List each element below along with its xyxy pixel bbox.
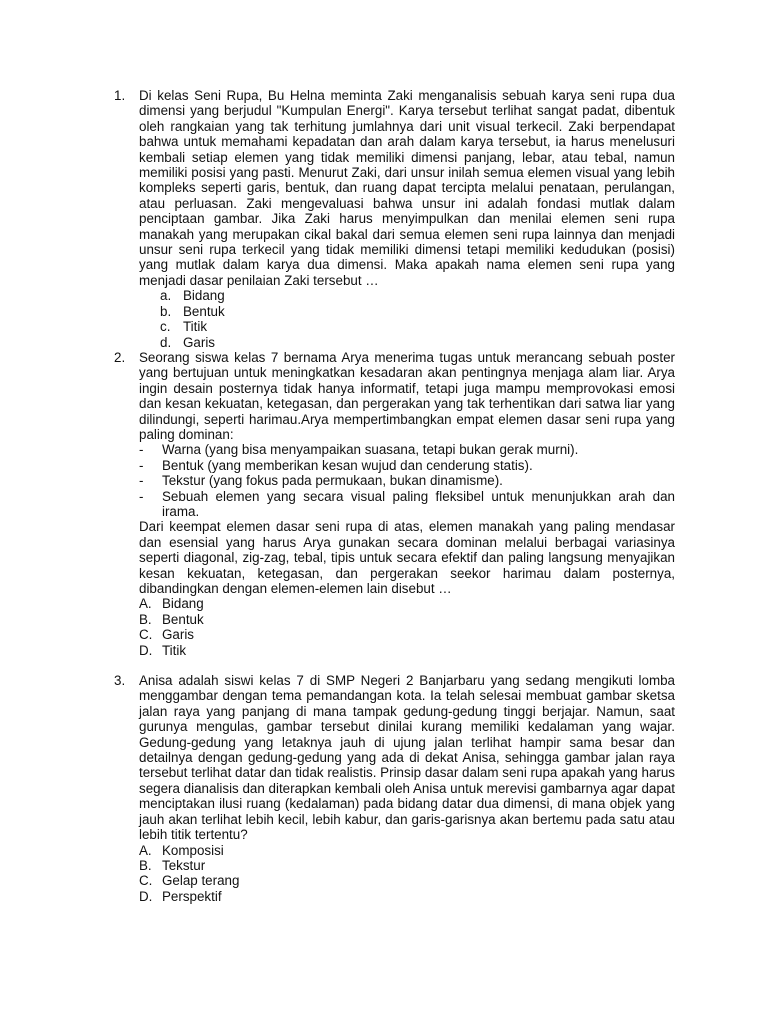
option-text: Bentuk: [162, 611, 204, 627]
answer-option-d: [160, 335, 675, 350]
question-1: [114, 88, 675, 350]
answer-option-d: [139, 889, 675, 904]
answer-option-a: [139, 596, 675, 611]
option-letter: d.: [160, 334, 172, 350]
answer-options: [160, 288, 675, 350]
option-letter: c.: [160, 319, 171, 335]
element-list: [139, 442, 675, 519]
option-text: Titik: [162, 642, 187, 658]
option-text: Bidang: [183, 288, 225, 304]
question-prompt: Dari keempat elemen dasar seni rupa di atas, elemen manakah yang paling mendasar dan esensial yang harus Arya gunakan secara dominan melalui berbagai variasinya seperti diagonal, zig-zag, tebal, tipis untuk secara efektif dan paling langsung menyajikan kesan kekuatan, ketegasan, dan pergerakan seekor harimau dalam posternya, dibandingkan dengan elemen-elemen lain disebut …: [139, 519, 675, 596]
list-item: [139, 442, 675, 457]
answer-option-c: [139, 873, 675, 888]
list-item: [139, 458, 675, 473]
option-text: Perspektif: [162, 888, 222, 904]
option-text: Bidang: [162, 596, 204, 612]
option-text: Komposisi: [162, 842, 224, 858]
list-item-text: Tekstur (yang fokus pada permukaan, bukan dinamisme).: [162, 473, 503, 489]
list-item: [139, 473, 675, 488]
option-text: Garis: [162, 627, 194, 643]
list-item-text: Bentuk (yang memberikan kesan wujud dan cenderung statis).: [162, 457, 533, 473]
bullet-dash: -: [139, 488, 144, 504]
option-text: Gelap terang: [162, 873, 240, 889]
answer-option-a: [160, 288, 675, 303]
answer-option-b: [139, 858, 675, 873]
question-text: Seorang siswa kelas 7 bernama Arya menerima tugas untuk merancang sebuah poster yang bertujuan untuk meningkatkan kesadaran akan pentingnya menjaga alam liar. Arya ingin desain posternya tidak hanya informatif, tetapi juga mampu memprovokasi emosi dan kesan kekuatan, ketegasan, dan pergerakan yang tak terhentikan dari satwa liar yang dilindungi, seperti harimau.Arya mempertimbangkan empat elemen dasar seni rupa yang paling dominan:: [139, 349, 675, 442]
question-2: [114, 350, 675, 658]
list-item-text: Warna (yang bisa menyampaikan suasana, tetapi bukan gerak murni).: [162, 442, 579, 458]
option-text: Tekstur: [162, 857, 206, 873]
option-letter: D.: [139, 642, 153, 658]
option-letter: A.: [139, 596, 152, 612]
answer-options: [139, 843, 675, 905]
list-item-text: Sebuah elemen yang secara visual paling fleksibel untuk menunjukkan arah dan irama.: [162, 488, 675, 519]
option-letter: a.: [160, 288, 172, 304]
answer-option-b: [139, 612, 675, 627]
answer-option-c: [160, 319, 675, 334]
option-letter: b.: [160, 303, 172, 319]
question-3: [114, 673, 675, 904]
option-letter: D.: [139, 888, 153, 904]
question-number: 2.: [114, 349, 126, 365]
question-text: Di kelas Seni Rupa, Bu Helna meminta Zaki menganalisis sebuah karya seni rupa dua dimensi yang berjudul "Kumpulan Energi". Karya tersebut terlihat sangat padat, dibentuk oleh rangkaian yang tak terhitung jumlahnya dari unit visual terkecil. Zaki berpendapat bahwa untuk memahami kepadatan dan arah dalam karya tersebut, ia harus menelusuri kembali setiap elemen yang tidak memiliki dimensi panjang, lebar, atau tebal, namun memiliki posisi yang pasti. Menurut Zaki, dari unsur inilah semua elemen visual yang lebih kompleks seperti garis, bentuk, dan ruang dapat tercipta melalui penataan, perulangan, atau perluasan. Zaki mengevaluasi bahwa unsur ini adalah fondasi mutlak dalam penciptaan gambar. Jika Zaki harus menyimpulkan dan menilai elemen seni rupa manakah yang merupakan cikal bakal dari semua elemen seni rupa lainnya dan menjadi unsur seni rupa terkecil yang tidak memiliki dimensi tetapi memiliki kedudukan (posisi) yang mutlak dalam karya dua dimensi. Maka apakah nama elemen seni rupa yang menjadi dasar penilaian Zaki tersebut …: [139, 88, 675, 288]
answer-option-a: [139, 843, 675, 858]
option-letter: C.: [139, 873, 153, 889]
question-number: 3.: [114, 673, 126, 689]
question-number: 1.: [114, 88, 126, 103]
bullet-dash: -: [139, 457, 144, 473]
answer-option-d: [139, 643, 675, 658]
question-spacer: [114, 658, 675, 673]
answer-option-b: [160, 304, 675, 319]
option-letter: C.: [139, 627, 153, 643]
answer-option-c: [139, 627, 675, 642]
option-letter: B.: [139, 611, 152, 627]
option-text: Garis: [183, 334, 215, 350]
option-letter: A.: [139, 842, 152, 858]
list-item: [139, 489, 675, 520]
option-text: Bentuk: [183, 303, 225, 319]
question-list: [114, 88, 675, 904]
answer-options: [139, 596, 675, 658]
bullet-dash: -: [139, 442, 144, 458]
question-text: Anisa adalah siswi kelas 7 di SMP Negeri 2 Banjarbaru yang sedang mengikuti lomba menggambar dengan tema pemandangan kota. Ia telah selesai membuat gambar sketsa jalan raya yang panjang di mana tampak gedung-gedung tinggi berjajar. Namun, saat gurunya mengulas, gambar tersebut dinilai kurang memiliki kedalaman yang wajar. Gedung-gedung yang letaknya jauh di ujung jalan terlihat hampir sama besar dan detailnya dengan gedung-gedung yang ada di dekat Anisa, sehingga gambar jalan raya tersebut terlihat datar dan tidak realistis. Prinsip dasar dalam seni rupa apakah yang harus segera dianalisis dan diterapkan kembali oleh Anisa untuk merevisi gambarnya agar dapat menciptakan ilusi ruang (kedalaman) pada bidang datar dua dimensi, di mana objek yang jauh akan terlihat lebih kecil, lebih kabur, dan garis-garisnya akan bertemu pada satu atau lebih titik tertentu?: [139, 673, 675, 843]
option-text: Titik: [183, 319, 208, 335]
option-letter: B.: [139, 857, 152, 873]
bullet-dash: -: [139, 473, 144, 489]
